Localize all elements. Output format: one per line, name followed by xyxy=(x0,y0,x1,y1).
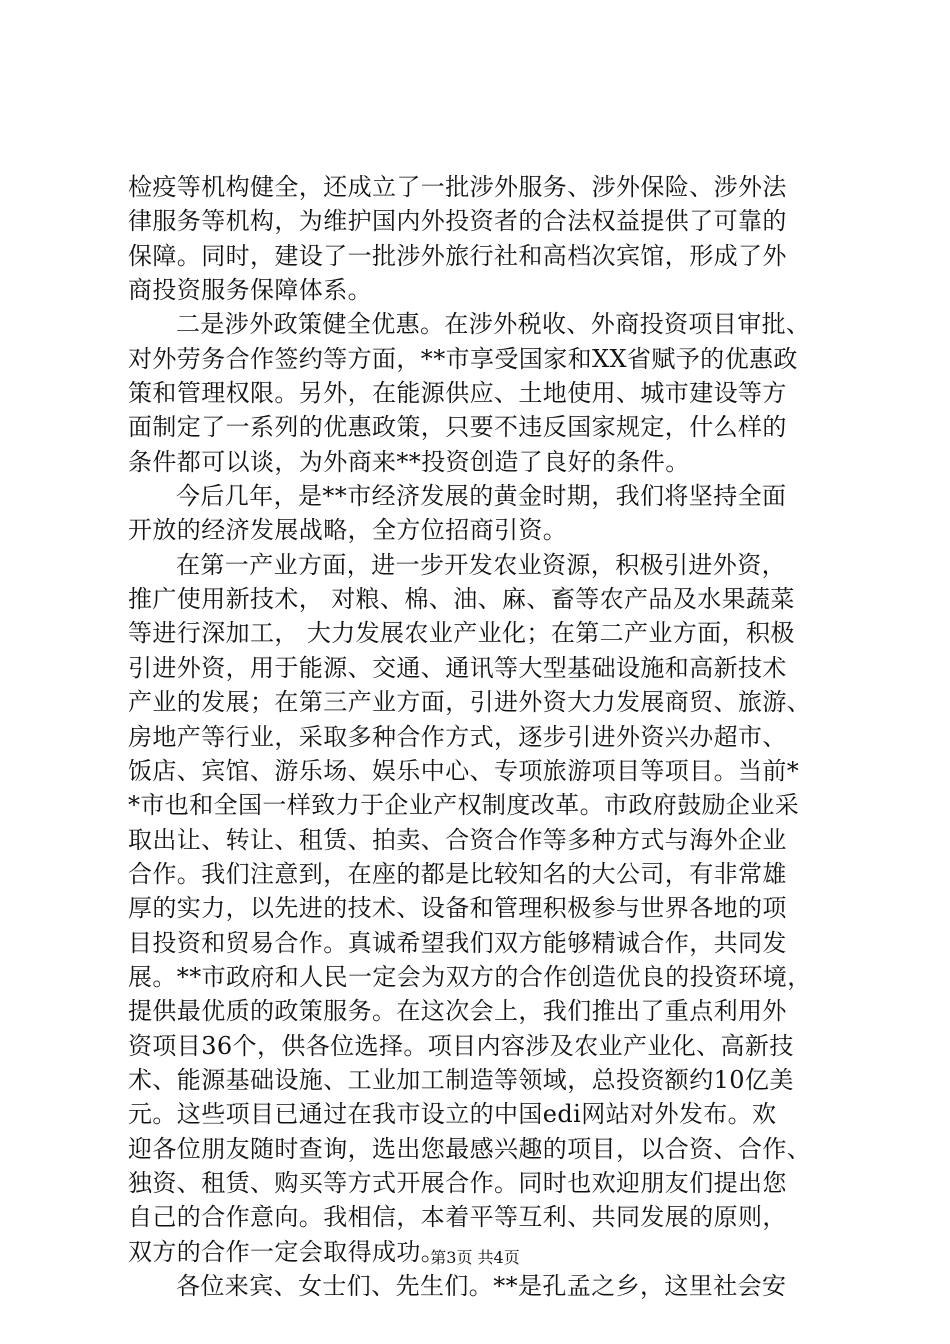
text-line: 在第一产业方面，进一步开发农业资源，积极引进外资， xyxy=(176,550,786,579)
text-line: *市也和全国一样致力于企业产权制度改革。市政府鼓励企业采 xyxy=(128,791,800,820)
text-line: 今后几年，是**市经济发展的黄金时期，我们将坚持全面 xyxy=(176,482,787,511)
text-line: 饭店、宾馆、游乐场、娱乐中心、专项旅游项目等项目。当前* xyxy=(128,756,800,785)
text-line: 条件都可以谈，为外商来**投资创造了良好的条件。 xyxy=(128,447,690,476)
text-line: 资项目36个，供各位选择。项目内容涉及农业产业化、高新技 xyxy=(128,1031,794,1060)
text-line: 元。这些项目已通过在我市设立的中国edi网站对外发布。欢 xyxy=(128,1100,777,1129)
text-line: 律服务等机构，为维护国内外投资者的合法权益提供了可靠的 xyxy=(128,207,787,236)
text-line: 双方的合作一定会取得成功。 xyxy=(128,1237,446,1266)
text-line: 推广使用新技术， 对粮、棉、油、麻、畜等农产品及水果蔬菜 xyxy=(128,585,795,614)
text-line: 展。**市政府和人民一定会为双方的合作创造优良的投资环境， xyxy=(128,962,812,991)
text-line: 检疫等机构健全，还成立了一批涉外服务、涉外保险、涉外法 xyxy=(128,173,787,201)
text-line: 房地产等行业，采取多种合作方式，逐步引进外资兴办超市、 xyxy=(128,722,787,751)
text-line: 保障。同时，建设了一批涉外旅行社和高档次宾馆，形成了外 xyxy=(128,241,787,270)
text-line: 目投资和贸易合作。真诚希望我们双方能够精诚合作，共同发 xyxy=(128,928,787,957)
text-line: 二是涉外政策健全优惠。在涉外税收、外商投资项目审批、 xyxy=(176,310,811,339)
text-line: 商投资服务保障体系。 xyxy=(128,276,372,305)
text-line: 自己的合作意向。我相信，本着平等互利、共同发展的原则， xyxy=(128,1203,787,1232)
text-line: 提供最优质的政策服务。在这次会上，我们推出了重点利用外 xyxy=(128,997,787,1026)
document-body xyxy=(128,170,833,1303)
text-line: 厚的实力，以先进的技术、设备和管理积极参与世界各地的项 xyxy=(128,894,787,923)
text-line: 引进外资，用于能源、交通、通讯等大型基础设施和高新技术 xyxy=(128,653,787,682)
text-line: 面制定了一系列的优惠政策，只要不违反国家规定，什么样的 xyxy=(128,413,787,442)
text-line: 对外劳务合作签约等方面，**市享受国家和XX省赋予的优惠政 xyxy=(128,344,798,373)
text-line: 术、能源基础设施、工业加工制造等领域，总投资额约10亿美 xyxy=(128,1065,794,1094)
text-line: 开放的经济发展战略，全方位招商引资。 xyxy=(128,516,568,545)
text-line: 独资、租赁、购买等方式开展合作。同时也欢迎朋友们提出您 xyxy=(128,1168,787,1197)
text-line: 各位来宾、女士们、先生们。**是孔孟之乡，这里社会安 xyxy=(176,1272,787,1300)
text-line: 策和管理权限。另外，在能源供应、土地使用、城市建设等方 xyxy=(128,379,787,408)
text-line: 合作。我们注意到，在座的都是比较知名的大公司，有非常雄 xyxy=(128,859,787,888)
text-line: 产业的发展；在第三产业方面，引进外资大力发展商贸、旅游、 xyxy=(128,688,812,717)
text-line: 取出让、转让、租赁、拍卖、合资合作等多种方式与海外企业 xyxy=(128,825,787,854)
text-line: 迎各位朋友随时查询，选出您最感兴趣的项目，以合资、合作、 xyxy=(128,1134,812,1163)
text-line: 等进行深加工， 大力发展农业产业化；在第二产业方面，积极 xyxy=(128,619,795,648)
page-footer: 第3页 共4页 xyxy=(430,1248,520,1267)
